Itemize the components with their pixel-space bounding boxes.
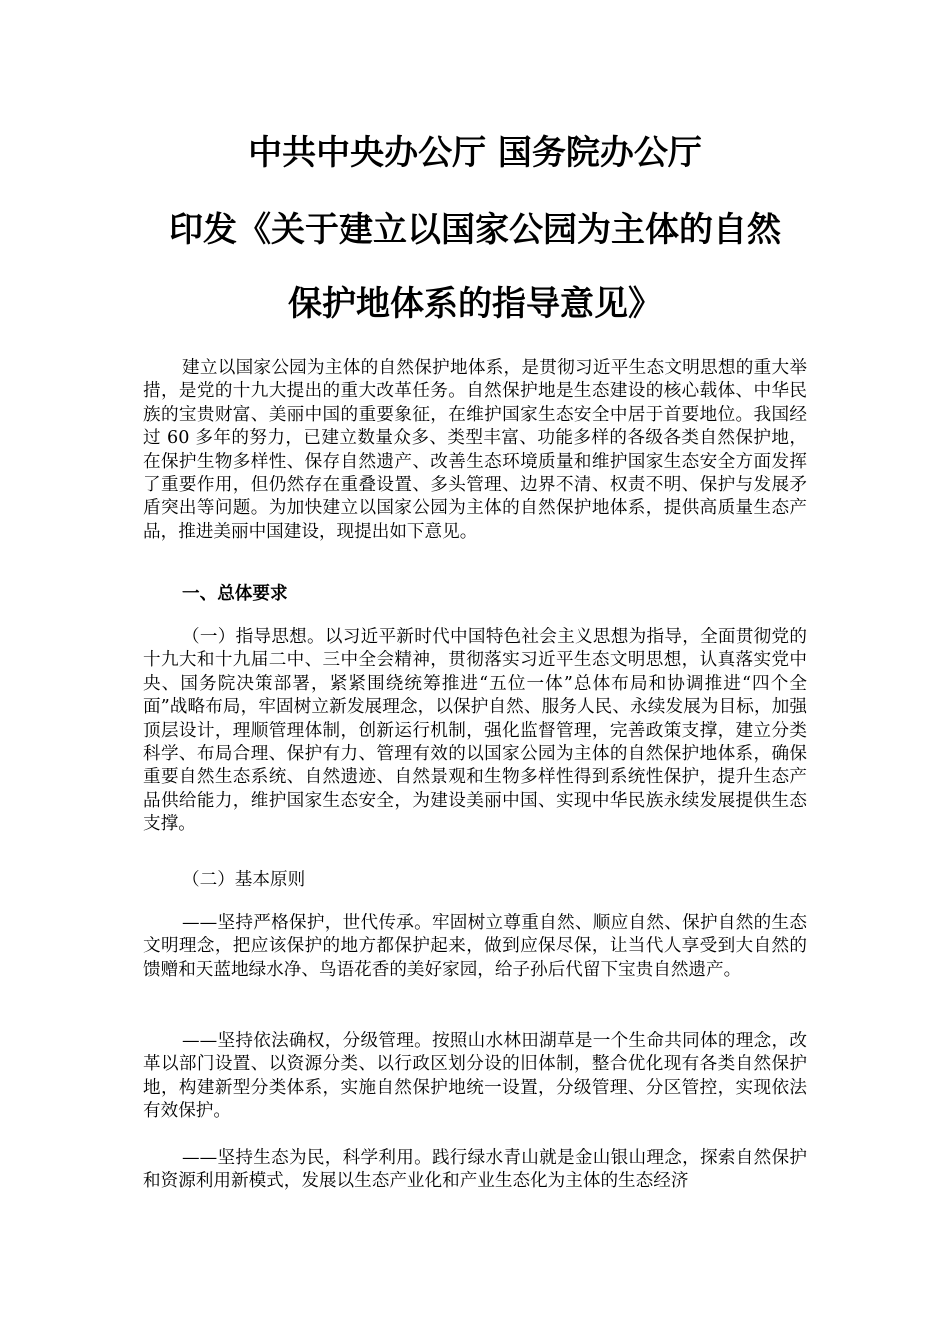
document-title-line-2: 印发《关于建立以国家公园为主体的自然 [169,210,781,250]
document-title-line-1: 中共中央办公厅 国务院办公厅 [248,133,702,173]
principle-paragraph-1: ——坚持严格保护，世代传承。牢固树立尊重自然、顺应自然、保护自然的生态文明理念，把应该保护的地方都保护起来，做到应保尽保，让当代人享受到大自然的馈赠和天蓝地绿水净、鸟语花香的美好家园，给子孙后代留下宝贵自然遗产。 [143,913,807,980]
document-title-line-3: 保护地体系的指导意见》 [288,284,662,324]
section-heading-general-requirements: 一、总体要求 [182,583,288,604]
intro-paragraph: 建立以国家公园为主体的自然保护地体系，是贯彻习近平生态文明思想的重大举措，是党的十九大提出的重大改革任务。自然保护地是生态建设的核心载体、中华民族的宝贵财富、美丽中国的重要象征，在维护国家生态安全中居于首要地位。我国经过 60 多年的努力，已建立数量众多、类型丰富、功能多样的各级各类自然保护地，在保护生物多样性、保存自然遗产、改善生态环境质量和维护国家生态安全方面发挥了重要作用，但仍然存在重叠设置、多头管理、边界不清、权责不明、保护与发展矛盾突出等问题。为加快建立以国家公园为主体的自然保护地体系，提供高质量生态产品，推进美丽中国建设，现提出如下意见。 [143,358,807,542]
principle-paragraph-3: ——坚持生态为民，科学利用。践行绿水青山就是金山银山理念，探索自然保护和资源利用新模式，发展以生态产业化和产业生态化为主体的生态经济 [143,1148,807,1192]
guiding-thought-paragraph: （一）指导思想。以习近平新时代中国特色社会主义思想为指导，全面贯彻党的十九大和十九届二中、三中全会精神，贯彻落实习近平生态文明思想，认真落实党中央、国务院决策部署，紧紧围绕统筹推进“五位一体”总体布局和协调推进“四个全面”战略布局，牢固树立新发展理念，以保护自然、服务人民、永续发展为目标，加强顶层设计，理顺管理体制，创新运行机制，强化监督管理，完善政策支撑，建立分类科学、布局合理、保护有力、管理有效的以国家公园为主体的自然保护地体系，确保重要自然生态系统、自然遗迹、自然景观和生物多样性得到系统性保护，提升生态产品供给能力，维护国家生态安全，为建设美丽中国、实现中华民族永续发展提供生态支撑。 [143,627,807,835]
principle-paragraph-2: ——坚持依法确权，分级管理。按照山水林田湖草是一个生命共同体的理念，改革以部门设置、以资源分类、以行政区划分设的旧体制，整合优化现有各类自然保护地，构建新型分类体系，实施自然保护地统一设置，分级管理、分区管控，实现依法有效保护。 [143,1031,807,1122]
basic-principles-heading: （二）基本原则 [182,870,306,890]
